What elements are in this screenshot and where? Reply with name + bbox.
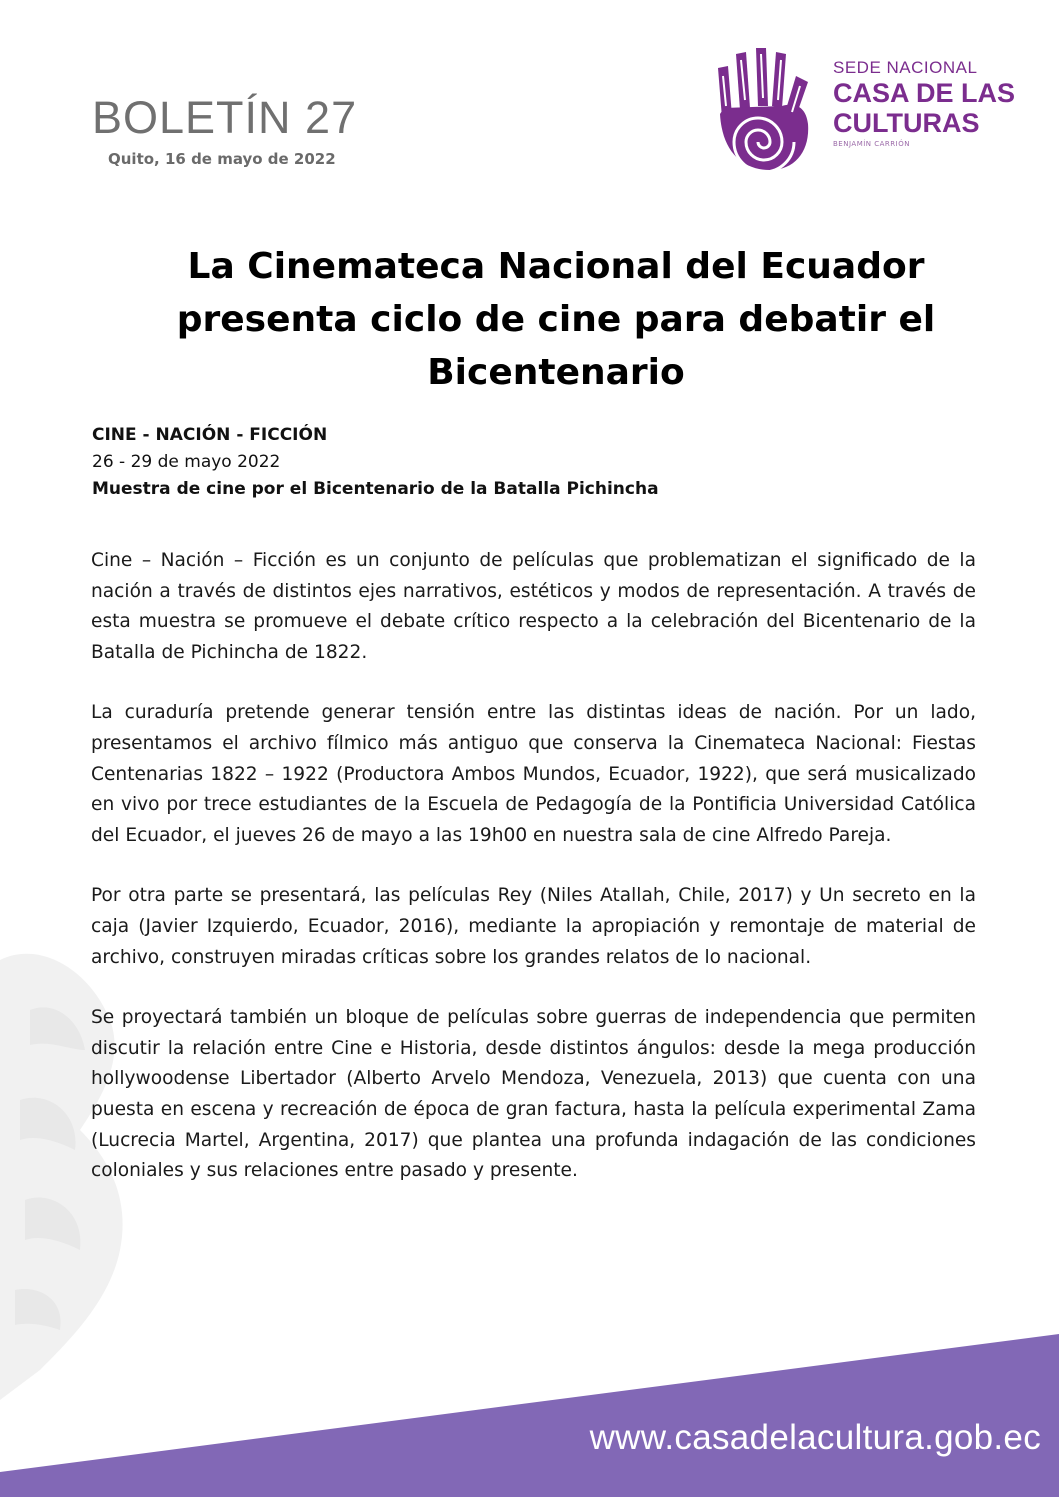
- logo-line-sede: SEDE NACIONAL: [833, 58, 978, 77]
- event-label: CINE - NACIÓN - FICCIÓN: [92, 425, 328, 445]
- article-body: [91, 546, 976, 1217]
- body-paragraph-4: Se proyectará también un bloque de películas sobre guerras de independencia que permiten discutir la relación entre Cine e Historia, desde distintos ángulos: desde la mega producción hollywoodense Libertador (Alberto Arvelo Mendoza, Venezuela, 2013) que cuenta con una puesta en escena y recreación de época de gran factura, hasta la película experimental Zama (Lucrecia Martel, Argentina, 2017) que plantea una profunda indagación de las condiciones coloniales y sus relaciones entre pasado y presente.: [91, 1007, 976, 1182]
- headline: [100, 240, 1012, 399]
- event-dates: 26 - 29 de mayo 2022: [92, 452, 281, 472]
- footer-band: [0, 1330, 1059, 1497]
- website-link[interactable]: www.casadelacultura.gob.ec: [589, 1418, 1041, 1457]
- bulletin-date: Quito, 16 de mayo de 2022: [108, 150, 336, 168]
- event-summary: [92, 422, 976, 503]
- event-tagline: Muestra de cine por el Bicentenario de la Batalla Pichincha: [92, 479, 659, 499]
- logo-line-culturas: CULTURAS: [833, 108, 980, 138]
- institution-logo-text: [833, 58, 1015, 150]
- logo-line-casa: CASA DE LAS: [833, 78, 1016, 108]
- headline-line-3: Bicentenario: [427, 352, 685, 393]
- body-paragraph-2: La curaduría pretende generar tensión entre las distintas ideas de nación. Por un lado, presentamos el archivo fílmico más antiguo que conserva la Cinemateca Nacional: Fiestas Centenarias 1822 – 1922 (Productora Ambos Mundos, Ecuador, 1922), que será musicalizado en vivo por trece estudiantes de la Escuela de Pedagogía de la Pontificia Universidad Católica del Ecuador, el jueves 26 de mayo a las 19h00 en nuestra sala de cine Alfredo Pareja.: [91, 702, 976, 846]
- body-paragraph-1: Cine – Nación – Ficción es un conjunto de películas que problematizan el significado de la nación a través de distintos ejes narrativos, estéticos y modos de representación. A través de esta muestra se promueve el debate crítico respecto a la celebración del Bicentenario de la Batalla de Pichincha de 1822.: [91, 550, 976, 663]
- headline-line-1: La Cinemateca Nacional del Ecuador: [187, 246, 925, 287]
- hand-spiral-logo-icon: [712, 46, 814, 172]
- body-paragraph-3: Por otra parte se presentará, las películas Rey (Niles Atallah, Chile, 2017) y Un secreto en la caja (Javier Izquierdo, Ecuador, 2016), mediante la apropiación y remontaje de material de archivo, construyen miradas críticas sobre los grandes relatos de lo nacional.: [91, 885, 976, 968]
- bulletin-number: BOLETÍN 27: [92, 92, 358, 143]
- headline-line-2: presenta ciclo de cine para debatir el: [176, 299, 936, 340]
- logo-line-benjamin: BENJAMÍN CARRIÓN: [833, 140, 910, 148]
